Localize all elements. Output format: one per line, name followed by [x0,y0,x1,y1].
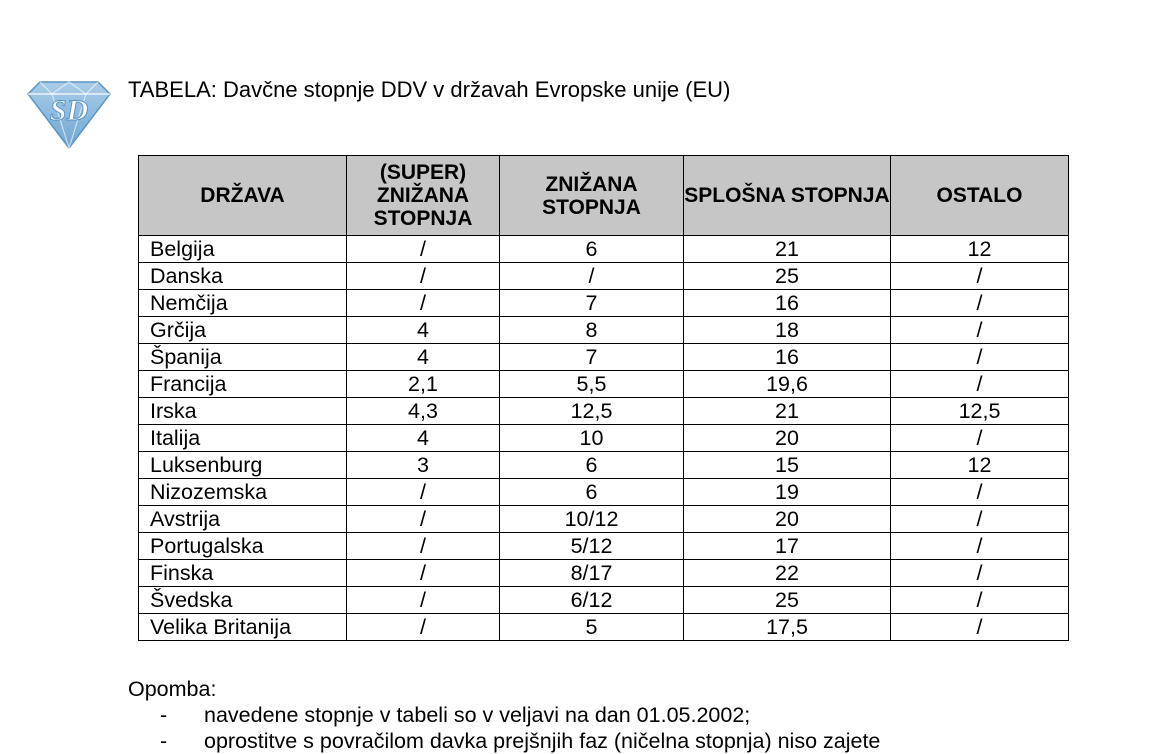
table-header-row [139,156,1069,236]
rate-cell: 18 [684,317,891,344]
rate-cell: 7 [500,344,684,371]
rate-cell: 19 [684,479,891,506]
rate-cell: 4 [347,344,500,371]
country-cell: Nemčija [139,290,347,317]
table-row [139,452,1069,479]
note-text: oprostitve s povračilom davka prejšnjih faz (ničelna stopnja) niso zajete [204,729,881,753]
document-title: TABELA: Davčne stopnje DDV v državah Evropske unije (EU) [128,77,731,102]
table-row [139,236,1069,263]
rate-cell: 5/12 [500,533,684,560]
rate-cell: 2,1 [347,371,500,398]
note-item [160,702,880,728]
table-row [139,506,1069,533]
table-row [139,398,1069,425]
vat-rates-table [138,155,1069,641]
rate-cell: 16 [684,344,891,371]
rate-cell: 4 [347,317,500,344]
column-header-super-reduced-rate: (SUPER) ZNIŽANA STOPNJA [347,156,500,236]
table-row [139,479,1069,506]
country-cell: Španija [139,344,347,371]
note-label: Opomba: [128,677,217,701]
country-cell: Portugalska [139,533,347,560]
rate-cell: / [891,263,1069,290]
rate-cell: / [891,533,1069,560]
rate-cell: / [347,614,500,641]
table-body [139,236,1069,641]
rate-cell: 12 [891,236,1069,263]
rate-cell: 10/12 [500,506,684,533]
rate-cell: 7 [500,290,684,317]
rate-cell: 10 [500,425,684,452]
column-header-reduced-rate: ZNIŽANA STOPNJA [500,156,684,236]
rate-cell: 21 [684,398,891,425]
rate-cell: 19,6 [684,371,891,398]
country-cell: Grčija [139,317,347,344]
rate-cell: 16 [684,290,891,317]
rate-cell: 25 [684,263,891,290]
table-row [139,317,1069,344]
rate-cell: / [347,533,500,560]
rate-cell: 17,5 [684,614,891,641]
rate-cell: / [347,506,500,533]
sd-diamond-logo-icon [26,76,112,150]
rate-cell: / [347,263,500,290]
rate-cell: 8 [500,317,684,344]
rate-cell: 5,5 [500,371,684,398]
rate-cell: / [347,236,500,263]
country-cell: Danska [139,263,347,290]
rate-cell: / [891,614,1069,641]
rate-cell: / [891,587,1069,614]
rate-cell: 6 [500,452,684,479]
note-item [160,728,880,754]
country-cell: Irska [139,398,347,425]
table-row [139,290,1069,317]
rate-cell: / [891,560,1069,587]
column-header-country: DRŽAVA [139,156,347,236]
column-header-standard-rate: SPLOŠNA STOPNJA [684,156,891,236]
rate-cell: 25 [684,587,891,614]
rate-cell: 6 [500,236,684,263]
rate-cell: / [500,263,684,290]
rate-cell: 12 [891,452,1069,479]
table-row [139,344,1069,371]
country-cell: Finska [139,560,347,587]
country-cell: Nizozemska [139,479,347,506]
rate-cell: 20 [684,506,891,533]
table-row [139,587,1069,614]
rate-cell: / [347,587,500,614]
rate-cell: / [347,479,500,506]
country-cell: Belgija [139,236,347,263]
table-row [139,371,1069,398]
table-row [139,533,1069,560]
rate-cell: 17 [684,533,891,560]
rate-cell: 4,3 [347,398,500,425]
country-cell: Švedska [139,587,347,614]
logo-text: SD [49,94,89,127]
rate-cell: / [891,317,1069,344]
rate-cell: / [891,371,1069,398]
rate-cell: / [347,290,500,317]
rate-cell: 15 [684,452,891,479]
rate-cell: 20 [684,425,891,452]
rate-cell: 8/17 [500,560,684,587]
rate-cell: / [891,290,1069,317]
rate-cell: 6 [500,479,684,506]
table-row [139,560,1069,587]
table-row [139,425,1069,452]
rate-cell: 12,5 [500,398,684,425]
rate-cell: / [347,560,500,587]
country-cell: Italija [139,425,347,452]
rate-cell: / [891,425,1069,452]
country-cell: Avstrija [139,506,347,533]
rate-cell: 6/12 [500,587,684,614]
rate-cell: 4 [347,425,500,452]
rate-cell: / [891,344,1069,371]
country-cell: Luksenburg [139,452,347,479]
dash-bullet: - [160,729,168,753]
rate-cell: 21 [684,236,891,263]
rate-cell: 12,5 [891,398,1069,425]
table-row [139,614,1069,641]
note-list [160,702,880,754]
country-cell: Velika Britanija [139,614,347,641]
table-row [139,263,1069,290]
dash-bullet: - [160,703,168,727]
rate-cell: 22 [684,560,891,587]
note-text: navedene stopnje v tabeli so v veljavi na dan 01.05.2002; [204,703,751,727]
rate-cell: / [891,506,1069,533]
rate-cell: / [891,479,1069,506]
country-cell: Francija [139,371,347,398]
rate-cell: 3 [347,452,500,479]
column-header-other: OSTALO [891,156,1069,236]
rate-cell: 5 [500,614,684,641]
